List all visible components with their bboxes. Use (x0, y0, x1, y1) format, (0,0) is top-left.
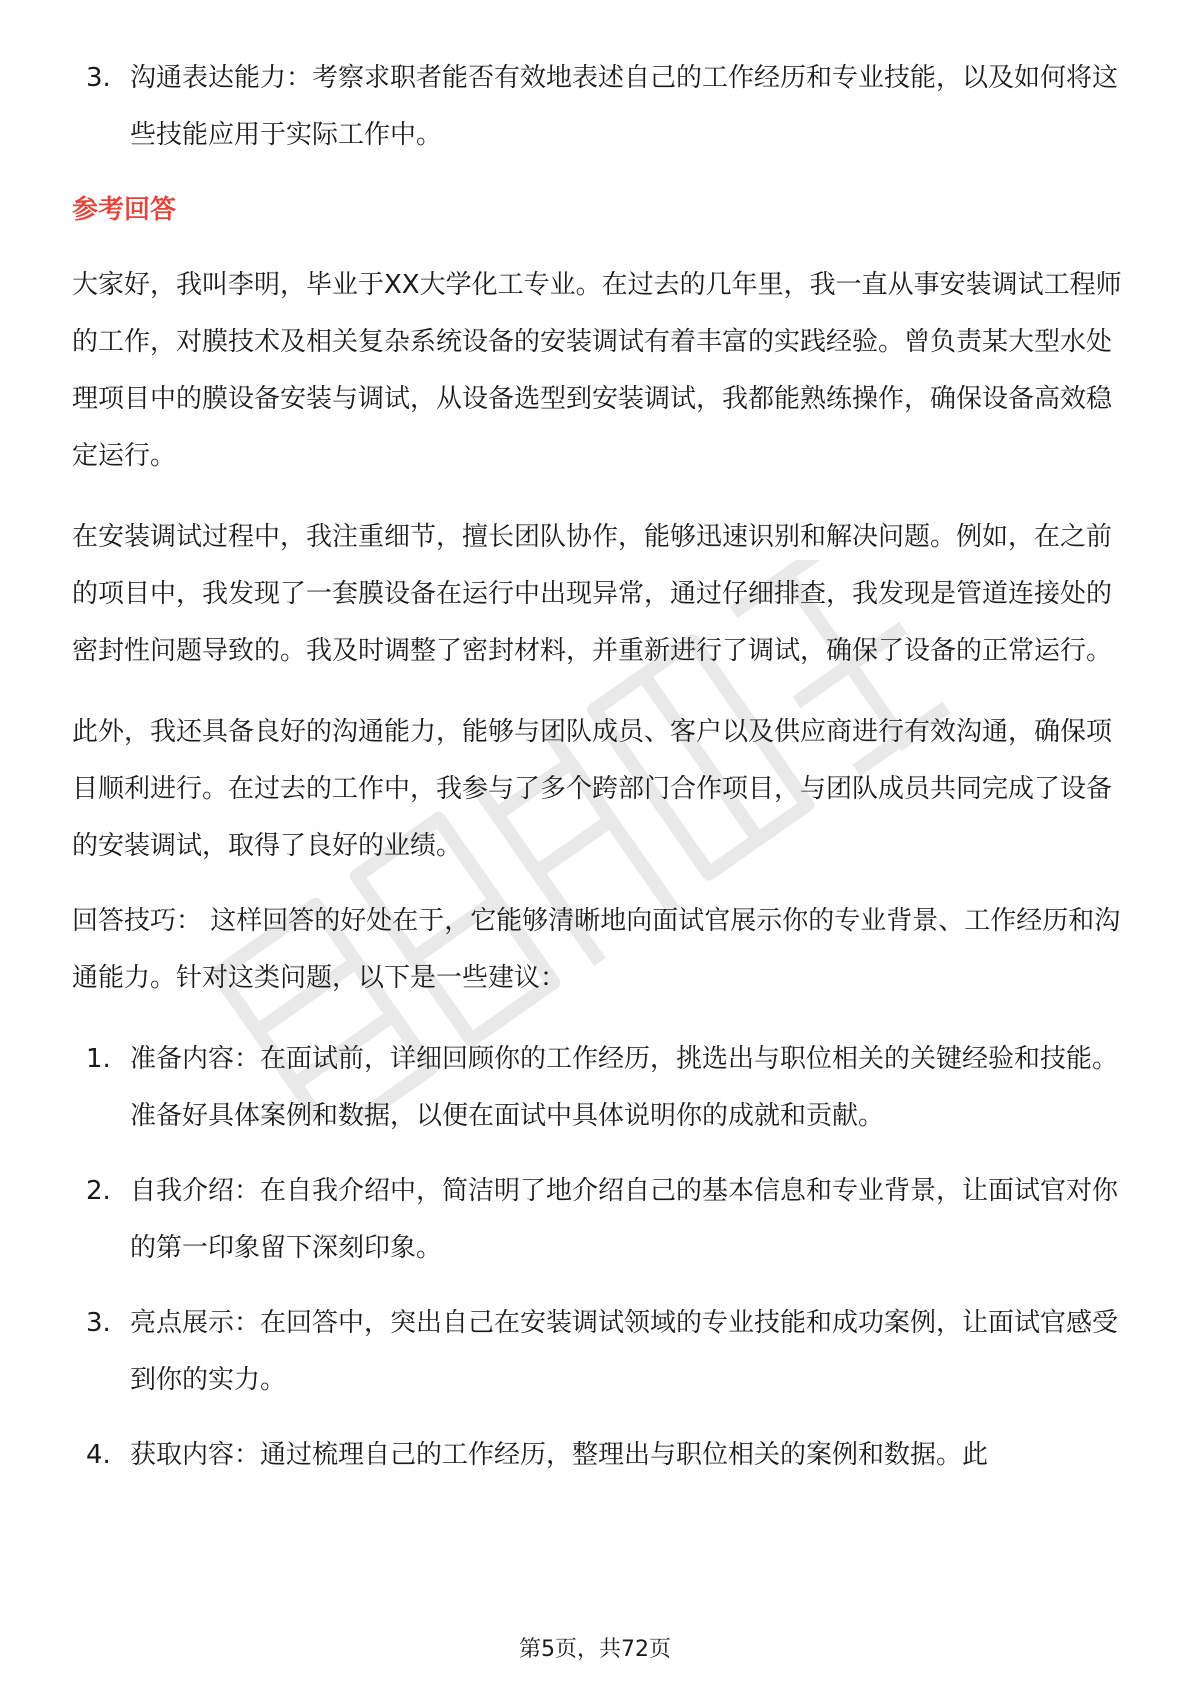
top-list-item-3 (72, 50, 1122, 164)
document-content (72, 50, 1122, 1484)
list-item-text: 自我介绍：在自我介绍中，简洁明了地介绍自己的基本信息和专业背景，让面试官对你的第一印象留下深刻印象。 (130, 1176, 1119, 1263)
tips-list-item-2 (72, 1163, 1122, 1277)
list-number: 1. (86, 1044, 111, 1074)
list-number: 3. (86, 1308, 111, 1338)
tips-list-item-4 (72, 1427, 1122, 1484)
page-footer: 第5页，共72页 (519, 1637, 671, 1662)
list-number: 2. (86, 1176, 111, 1206)
answer-paragraph-1: 大家好，我叫李明，毕业于XX大学化工专业。在过去的几年里，我一直从事安装调试工程师的工作，对膜技术及相关复杂系统设备的安装调试有着丰富的实践经验。曾负责某大型水处理项目中的膜设备安装与调试，从设备选型到安装调试，我都能熟练操作，确保设备高效稳定运行。 (72, 270, 1122, 471)
tips-list-item-3 (72, 1295, 1122, 1409)
section-title-reference-answer: 参考回答 (72, 195, 177, 225)
list-number: 4. (86, 1440, 111, 1470)
list-item-text: 准备内容：在面试前，详细回顾你的工作经历，挑选出与职位相关的关键经验和技能。准备好具体案例和数据，以便在面试中具体说明你的成就和贡献。 (130, 1044, 1119, 1131)
list-item-text: 获取内容：通过梳理自己的工作经历，整理出与职位相关的案例和数据。此 (130, 1440, 989, 1470)
tips-intro: 回答技巧： 这样回答的好处在于，它能够清晰地向面试官展示你的专业背景、工作经历和沟通能力。针对这类问题，以下是一些建议： (72, 906, 1121, 993)
list-item-text: 沟通表达能力：考察求职者能否有效地表述自己的工作经历和专业技能，以及如何将这些技能应用于实际工作中。 (130, 63, 1119, 150)
list-number: 3. (86, 63, 111, 93)
answer-paragraph-3: 此外，我还具备良好的沟通能力，能够与团队成员、客户以及供应商进行有效沟通，确保项目顺利进行。在过去的工作中，我参与了多个跨部门合作项目，与团队成员共同完成了设备的安装调试，取得了良好的业绩。 (72, 717, 1113, 861)
list-item-text: 亮点展示：在回答中，突出自己在安装调试领域的专业技能和成功案例，让面试官感受到你的实力。 (130, 1308, 1119, 1395)
answer-paragraph-2: 在安装调试过程中，我注重细节，擅长团队协作，能够迅速识别和解决问题。例如，在之前的项目中，我发现了一套膜设备在运行中出现异常，通过仔细排查，我发现是管道连接处的密封性问题导致的。我及时调整了密封材料，并重新进行了调试，确保了设备的正常运行。 (72, 522, 1113, 666)
tips-list-item-1 (72, 1031, 1122, 1145)
